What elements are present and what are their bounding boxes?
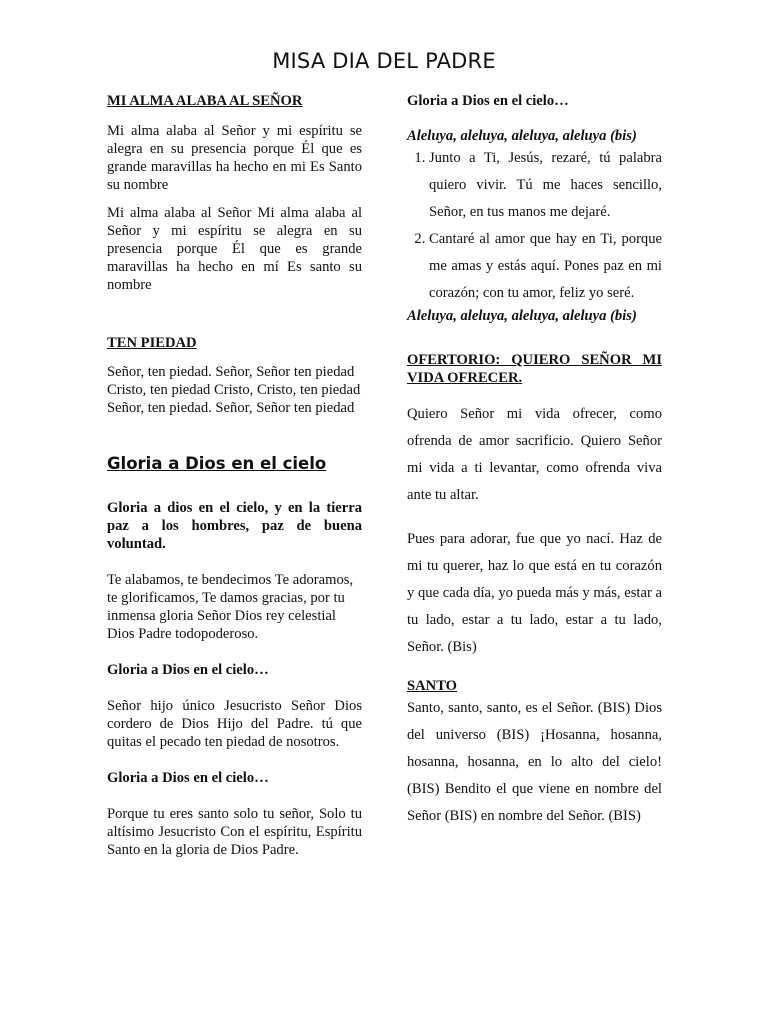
gloria-paragraph-1: Gloria a dios en el cielo, y en la tierra paz a los hombres, paz de buena voluntad.	[107, 500, 362, 552]
ten-piedad-line-1: Señor, ten piedad. Señor, Señor ten piedad	[107, 364, 355, 380]
left-column	[107, 92, 362, 859]
ten-piedad-line-2: Cristo, ten piedad Cristo, Cristo, ten piedad	[107, 382, 361, 398]
section-heading-ofertorio: OFERTORIO: QUIERO SEÑOR MI VIDA OFRECER.	[407, 352, 662, 386]
aleluya-refrain-1: Aleluya, aleluya, aleluya, aleluya (bis)	[407, 128, 637, 144]
mi-alma-paragraph-1: Mi alma alaba al Señor y mi espíritu se alegra en su presencia porque Él que es grande maravillas ha hecho en mi Es Santo su nombre	[107, 123, 362, 193]
gloria-refrain-right: Gloria a Dios en el cielo…	[407, 93, 569, 109]
page-title: MISA DIA DEL PADRE	[272, 49, 496, 73]
mi-alma-paragraph-2: Mi alma alaba al Señor Mi alma alaba al Señor y mi espíritu se alegra en su presencia porque Él que es grande maravillas ha hecho en mí Es santo su nombre	[107, 205, 362, 293]
right-column	[407, 92, 662, 830]
aleluya-verse-1: 1. Junto a Ti, Jesús, rezaré, tú palabra quiero vivir. Tú me haces sencillo, Señor, en tus manos me dejaré.	[429, 145, 662, 226]
section-heading-gloria: Gloria a Dios en el cielo	[107, 454, 327, 473]
ofertorio-paragraph-2: Pues para adorar, fue que yo nací. Haz de mi tu querer, haz lo que está en tu corazón y que cada día, yo pueda más y más, estar a tu lado, estar a tu lado, estar a tu lado, Señor. (Bis)	[407, 531, 662, 655]
section-heading-mi-alma: MI ALMA ALABA AL SEÑOR	[107, 93, 303, 109]
section-heading-santo: SANTO	[407, 678, 458, 694]
gloria-paragraph-4: Porque tu eres santo solo tu señor, Solo tu altísimo Jesucristo Con el espíritu, Espíritu Santo en la gloria de Dios Padre.	[107, 806, 362, 858]
aleluya-verse-2: 2. Cantaré al amor que hay en Ti, porque me amas y estás aquí. Pones paz en mi corazón; con tu amor, feliz yo seré.	[429, 226, 662, 307]
gloria-refrain-1: Gloria a Dios en el cielo…	[107, 662, 269, 678]
santo-paragraph: Santo, santo, santo, es el Señor. (BIS) Dios del universo (BIS) ¡Hosanna, hosanna, hosanna, hosanna, en lo alto del cielo! (BIS) Bendito el que viene en nombre del Señor (BIS) en nombre del Señor. (BIS)	[407, 700, 662, 824]
aleluya-refrain-2: Aleluya, aleluya, aleluya, aleluya (bis)	[407, 308, 637, 324]
gloria-refrain-2: Gloria a Dios en el cielo…	[107, 770, 269, 786]
section-heading-ten-piedad: TEN PIEDAD	[107, 335, 197, 351]
aleluya-verses	[407, 145, 662, 307]
ten-piedad-line-3: Señor, ten piedad. Señor, Señor ten piedad	[107, 400, 355, 416]
gloria-paragraph-3: Señor hijo único Jesucristo Señor Dios cordero de Dios Hijo del Padre. tú que quitas el pecado ten piedad de nosotros.	[107, 698, 362, 750]
ofertorio-paragraph-1: Quiero Señor mi vida ofrecer, como ofrenda de amor sacrificio. Quiero Señor mi vida a ti levantar, como ofrenda viva ante tu altar.	[407, 406, 662, 503]
gloria-paragraph-2: Te alabamos, te bendecimos Te adoramos, te glorificamos, Te damos gracias, por tu inmensa gloria Señor Dios rey celestial Dios Padre todopoderoso.	[107, 572, 354, 642]
